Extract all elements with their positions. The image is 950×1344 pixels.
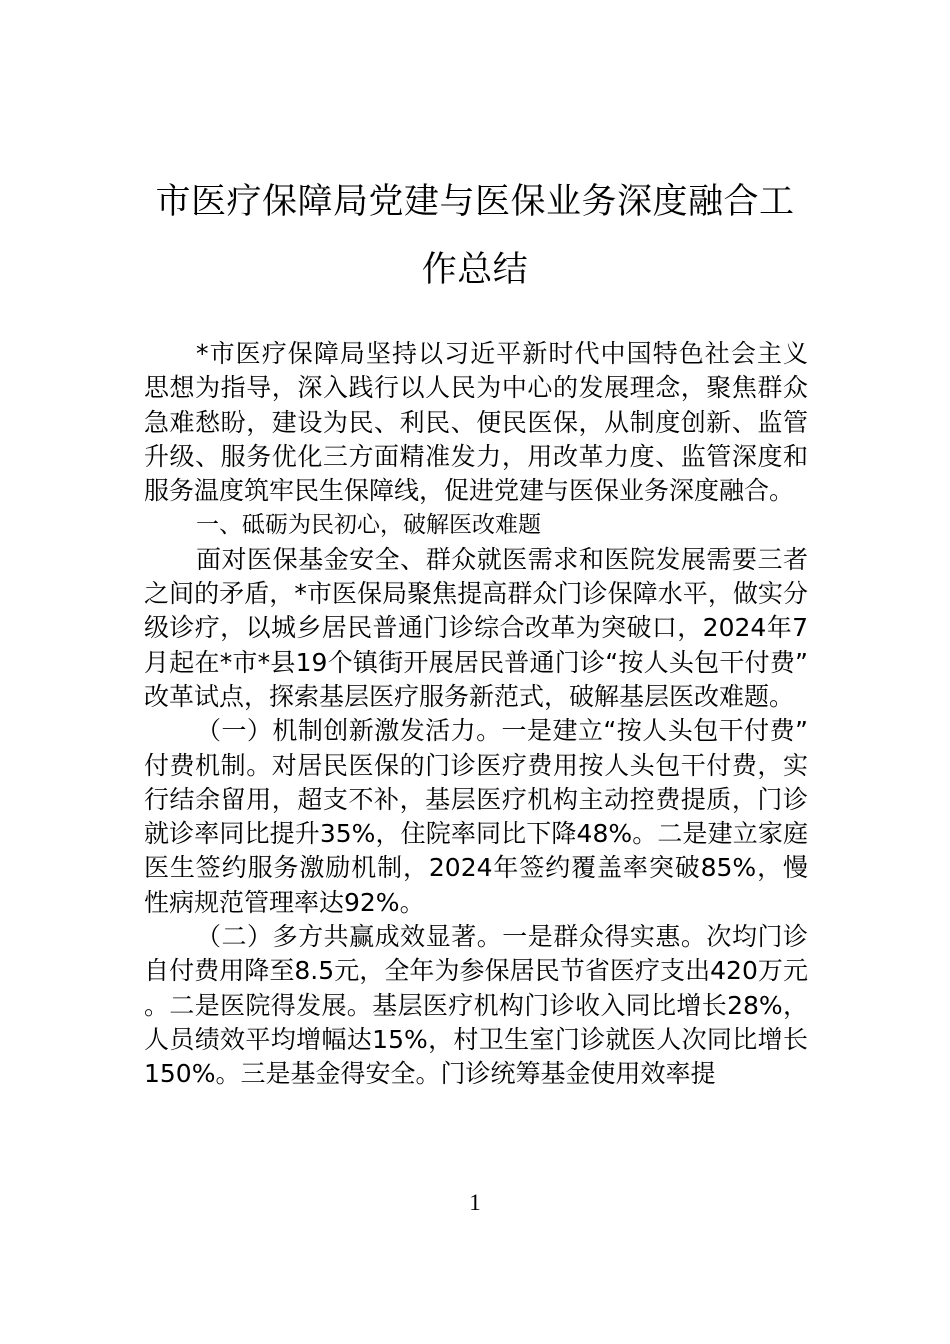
title-line-2: 作总结	[421, 250, 529, 290]
subsection-1-paragraph: （一）机制创新激发活力。一是建立“按人头包干付费”付费机制。对居民医保的门诊医疗费用按人头包干付费，实行结余留用，超支不补，基层医疗机构主动控费提质，门诊就诊率同比提升35%，住院率同比下降48%。二是建立家庭医生签约服务激励机制，2024年签约覆盖率突破85%，慢性病规范管理率达92%。	[144, 716, 808, 917]
intro-paragraph: *市医疗保障局坚持以习近平新时代中国特色社会主义思想为指导，深入践行以人民为中心的发展理念，聚焦群众急难愁盼，建设为民、利民、便民医保，从制度创新、监管升级、服务优化三方面精准发力，用改革力度、监管深度和服务温度筑牢民生保障线，促进党建与医保业务深度融合。	[144, 339, 808, 506]
document-body	[144, 337, 808, 1092]
title-line-1: 市医疗保障局党建与医保业务深度融合工	[155, 182, 795, 222]
subsection-2-paragraph: （二）多方共赢成效显著。一是群众得实惠。次均门诊自付费用降至8.5元，全年为参保居民节省医疗支出420万元。二是医院得发展。基层医疗机构门诊收入同比增长28%，人员绩效平均增幅达15%，村卫生室门诊就医人次同比增长150%。三是基金得安全。门诊统筹基金使用效率提	[144, 922, 808, 1089]
page-number: 1	[469, 1190, 481, 1215]
section-1-paragraph: 面对医保基金安全、群众就医需求和医院发展需要三者之间的矛盾，*市医保局聚焦提高群众门诊保障水平，做实分级诊疗，以城乡居民普通门诊综合改革为突破口，2024年7月起在*市*县19个镇街开展居民普通门诊“按人头包干付费”改革试点，探索基层医疗服务新范式，破解基层医改难题。	[144, 544, 808, 711]
section-heading-1: 一、砥砺为民初心，破解医改难题	[196, 512, 541, 539]
document-title	[140, 168, 810, 304]
